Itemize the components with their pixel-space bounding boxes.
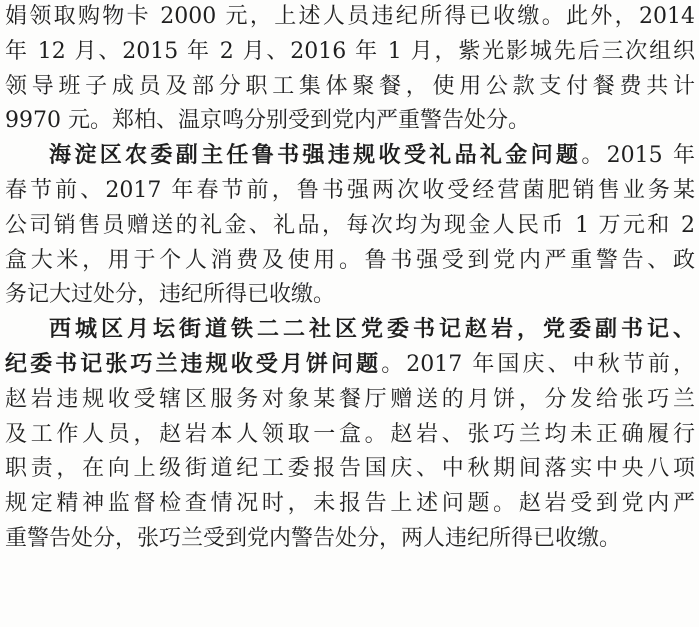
text-line: 娟领取购物卡 2000 元，上述人员违纪所得已收缴。此外，2014 [5, 4, 695, 29]
text-line: 规定精神监督检查情况时，未报告上述问题。赵岩受到党内严 [5, 491, 695, 517]
heading-text: 纪委书记张巧兰违规收受月饼问题 [5, 351, 382, 377]
text-line: 年 12 月、2015 年 2 月、2016 年 1 月，紫光影城先后三次组织 [5, 38, 695, 64]
text-line: 职责，在向上级街道纪工委报告国庆、中秋期间落实中央八项 [5, 456, 695, 482]
heading-text: 西城区月坛街道铁二二社区党委书记赵岩，党委副书记、 [49, 317, 695, 343]
text-line: 重警告处分，张巧兰受到党内警告处分，两人违纪所得已收缴。 [5, 525, 622, 551]
text-line: 赵岩违规收受辖区服务对象某餐厅赠送的月饼，分发给张巧兰 [5, 386, 695, 412]
text-line: 务记大过处分，违纪所得已收缴。 [5, 282, 336, 308]
text-line: 春节前、2017 年春节前，鲁书强两次收受经营菌肥销售业务某 [5, 177, 695, 203]
text-line: 公司销售员赠送的礼金、礼品，每次均为现金人民币 1 万元和 2 [5, 212, 695, 238]
text-line: 盒大米，用于个人消费及使用。鲁书强受到党内严重警告、政 [5, 247, 695, 273]
text-line: 领导班子成员及部分职工集体聚餐，使用公款支付餐费共计 [5, 73, 695, 99]
text-line [5, 313, 695, 348]
heading-text: 海淀区农委副主任鲁书强违规收受礼品礼金问题 [49, 143, 582, 169]
body-text: 。2017 年国庆、中秋节前， [381, 351, 695, 377]
body-text: 。2015 年 [581, 143, 695, 169]
text-line [5, 348, 695, 383]
text-line: 9970 元。郑柏、温京鸣分别受到党内严重警告处分。 [5, 108, 530, 134]
text-line [5, 139, 695, 174]
text-line: 及工作人员，赵岩本人领取一盒。赵岩、张巧兰均未正确履行 [5, 421, 695, 447]
